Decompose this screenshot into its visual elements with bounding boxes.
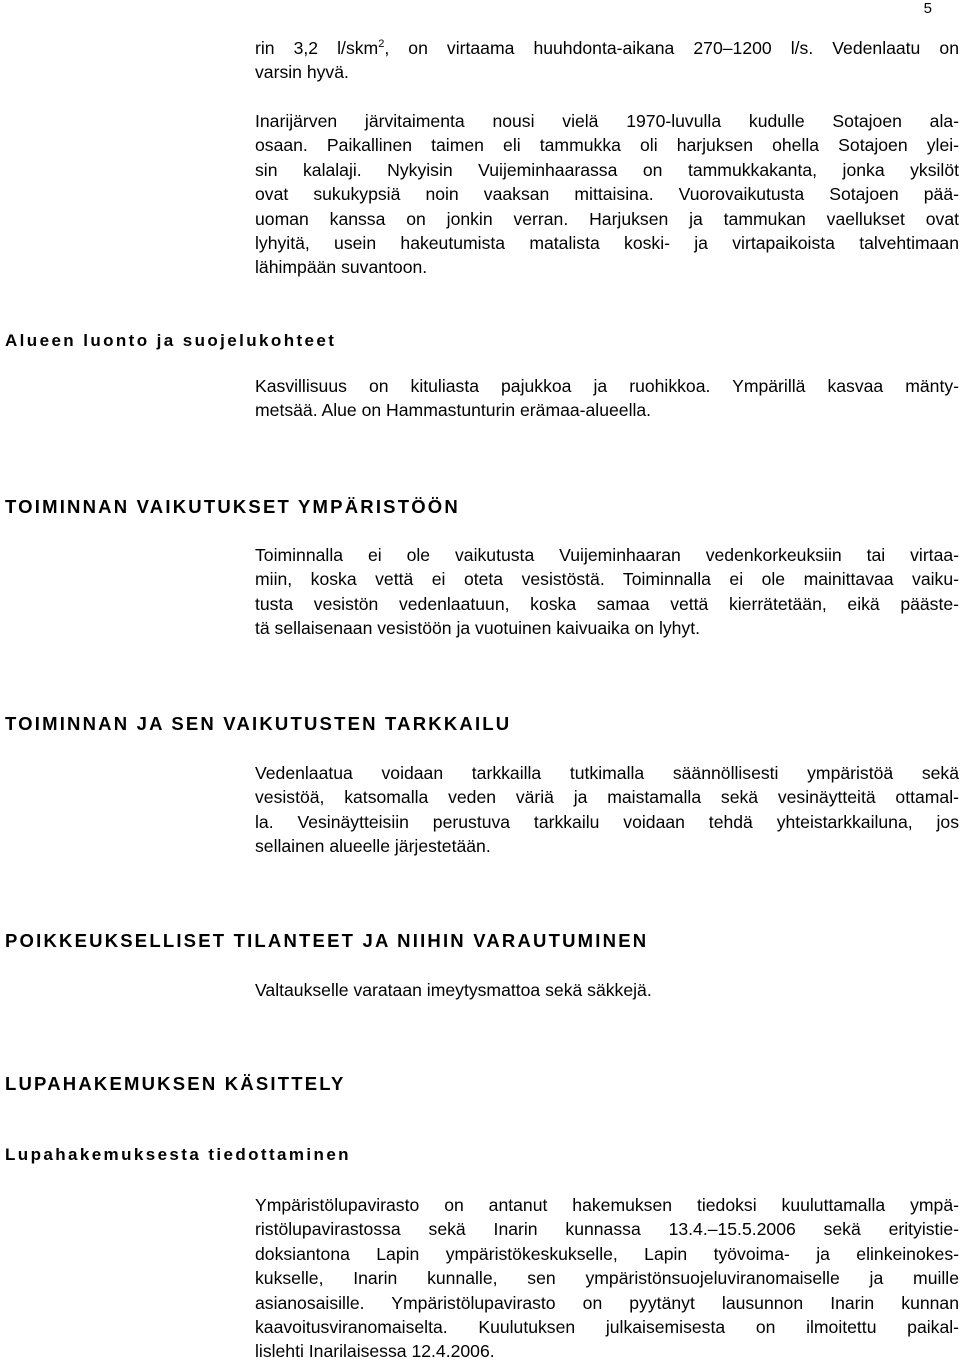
paragraph-fish-stock xyxy=(255,109,959,280)
text-line: ovat sukukypsiä noin vaaksan mittaisina. Vuorovaikutusta Sotajoen pää- xyxy=(255,184,959,205)
paragraph-effects xyxy=(255,543,959,641)
text-line: lyhyitä, usein hakeutumista matalista koski- ja virtapaikoista talvehtimaan xyxy=(255,233,959,254)
text-line: doksiantona Lapin ympäristökeskukselle, Lapin työvoima- ja elinkeinokes- xyxy=(255,1243,959,1264)
text-line: asianosaisille. Ympäristölupavirasto on pyytänyt lausunnon Inarin kunnan xyxy=(255,1292,959,1313)
text-line: lähimpään suvantoon. xyxy=(255,257,428,278)
paragraph-preparation xyxy=(255,978,959,1002)
text-line: uoman kanssa on jonkin verran. Harjuksen ja tammukan vaellukset ovat xyxy=(255,208,959,229)
text-line: lislehti Inarilaisessa 12.4.2006. xyxy=(255,1341,495,1362)
paragraph-monitoring xyxy=(255,761,959,859)
paragraph-notification xyxy=(255,1193,959,1364)
text-line: Toiminnalla ei ole vaikutusta Vuijeminhaaran vedenkorkeuksiin tai virtaa- xyxy=(255,545,959,565)
text-line: kaavoitusviranomaiselta. Kuulutuksen julkaisemisesta on ilmoitettu paikal- xyxy=(255,1317,959,1338)
text-line: sin kalalaji. Nykyisin Vuijeminhaarassa on tammukkakanta, jonka yksilöt xyxy=(255,159,959,180)
text-line: kukselle, Inarin kunnalle, sen ympäristönsuojeluviranomaiselle ja muille xyxy=(255,1268,959,1289)
subsection-heading-notification: Lupahakemuksesta tiedottaminen xyxy=(5,1145,351,1164)
text-line: rin 3,2 l/skm$^2$, on virtaama huuhdonta-aikana 270–1200 l/s. Vedenlaatu on xyxy=(255,38,959,58)
text-line: Valtaukselle varataan imeytysmattoa sekä säkkejä. xyxy=(255,980,652,1000)
text-line: metsää. Alue on Hammastunturin erämaa-alueella. xyxy=(255,400,652,421)
section-heading-exceptional-situations: POIKKEUKSELLISET TILANTEET JA NIIHIN VARAUTUMINEN xyxy=(5,930,649,951)
section-heading-application-processing: LUPAHAKEMUKSEN KÄSITTELY xyxy=(5,1073,346,1094)
section-heading-nature: Alueen luonto ja suojelukohteet xyxy=(5,331,337,350)
text-line: vesistöä, katsomalla veden väriä ja maistamalla sekä vesinäytteitä ottamal- xyxy=(255,787,959,808)
text-line: Kasvillisuus on kituliasta pajukkoa ja ruohikkoa. Ympärillä kasvaa mänty- xyxy=(255,376,959,396)
text-line: ristölupavirastossa sekä Inarin kunnassa 13.4.–15.5.2006 sekä erityistie- xyxy=(255,1219,959,1240)
text-line: sellainen alueelle järjestetään. xyxy=(255,836,491,857)
text-line: tä sellaisenaan vesistöön ja vuotuinen kaivuaika on lyhyt. xyxy=(255,618,701,639)
text-line: Inarijärven järvitaimenta nousi vielä 1970-luvulla kudulle Sotajoen ala- xyxy=(255,111,959,131)
paragraph-vegetation xyxy=(255,374,959,423)
text-line: Vedenlaatua voidaan tarkkailla tutkimalla säännöllisesti ympäristöä sekä xyxy=(255,763,959,783)
text-line: Ympäristölupavirasto on antanut hakemuksen tiedoksi kuuluttamalla ympä- xyxy=(255,1195,959,1215)
text-line: osaan. Paikallinen taimen eli tammukka oli harjuksen ohella Sotajoen ylei- xyxy=(255,135,959,156)
text-line: la. Vesinäytteisiin perustuva tarkkailu voidaan tehdä yhteistarkkailuna, jos xyxy=(255,811,959,832)
section-heading-environmental-effects: TOIMINNAN VAIKUTUKSET YMPÄRISTÖÖN xyxy=(5,496,460,517)
section-heading-monitoring: TOIMINNAN JA SEN VAIKUTUSTEN TARKKAILU xyxy=(5,713,512,734)
text-line: varsin hyvä. xyxy=(255,62,349,83)
text-line: miin, koska vettä ei oteta vesistöstä. Toiminnalla ei ole mainittavaa vaiku- xyxy=(255,569,959,590)
page-number: 5 xyxy=(923,0,932,17)
paragraph-water-quality xyxy=(255,36,959,85)
text-line: tusta vesistön vedenlaatuun, koska samaa vettä kierrätetään, eikä pääste- xyxy=(255,593,959,614)
